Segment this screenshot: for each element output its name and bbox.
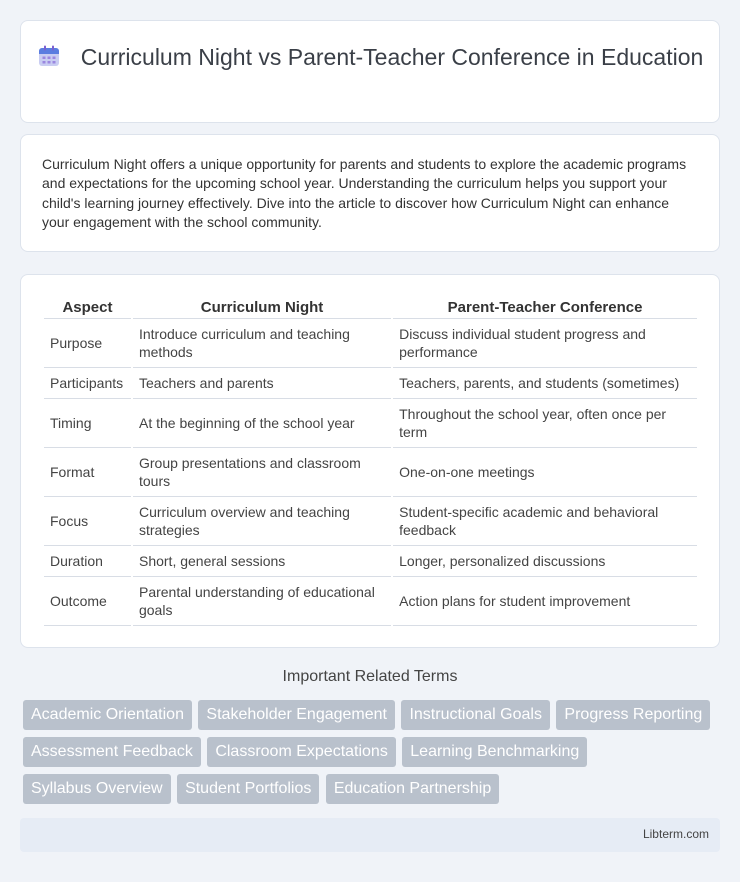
- tag-row: [23, 700, 723, 737]
- tag-education-partnership[interactable]: Education Partnership: [326, 774, 499, 804]
- tag-progress-reporting[interactable]: Progress Reporting: [556, 700, 710, 730]
- tag-instructional-goals[interactable]: Instructional Goals: [401, 700, 550, 730]
- row-curriculum-night: Curriculum overview and teaching strategies: [133, 497, 391, 546]
- row-conference: Discuss individual student progress and performance: [393, 319, 697, 368]
- row-curriculum-night: At the beginning of the school year: [133, 399, 391, 448]
- row-curriculum-night: Parental understanding of educational goals: [133, 577, 391, 626]
- row-aspect: Outcome: [44, 577, 131, 626]
- header-aspect: Aspect: [44, 297, 131, 319]
- tag-academic-orientation[interactable]: Academic Orientation: [23, 700, 192, 730]
- row-conference: Student-specific academic and behavioral feedback: [393, 497, 697, 546]
- tag-row: [23, 774, 723, 811]
- row-aspect: Format: [44, 448, 131, 497]
- header-curriculum-night: Curriculum Night: [133, 297, 391, 319]
- intro-card: [20, 134, 720, 252]
- table-header-row: [44, 297, 697, 319]
- tag-assessment-feedback[interactable]: Assessment Feedback: [23, 737, 201, 767]
- related-terms-heading: Important Related Terms: [282, 668, 458, 685]
- row-curriculum-night: Short, general sessions: [133, 546, 391, 577]
- row-conference: Teachers, parents, and students (sometimes): [393, 368, 697, 399]
- comparison-card: [20, 274, 720, 648]
- table-row: [44, 319, 697, 368]
- table-row: [44, 448, 697, 497]
- table-row: [44, 546, 697, 577]
- row-aspect: Participants: [44, 368, 131, 399]
- tag-syllabus-overview[interactable]: Syllabus Overview: [23, 774, 171, 804]
- row-aspect: Timing: [44, 399, 131, 448]
- table-row: [44, 497, 697, 546]
- row-conference: One-on-one meetings: [393, 448, 697, 497]
- row-aspect: Focus: [44, 497, 131, 546]
- footer-site-link[interactable]: Libterm.com: [642, 827, 709, 841]
- related-terms-list: [23, 700, 723, 811]
- row-aspect: Purpose: [44, 319, 131, 368]
- row-conference: Longer, personalized discussions: [393, 546, 697, 577]
- row-conference: Action plans for student improvement: [393, 577, 697, 626]
- row-curriculum-night: Introduce curriculum and teaching methods: [133, 319, 391, 368]
- table-row: [44, 368, 697, 399]
- intro-paragraph: Curriculum Night offers a unique opportunity for parents and students to explore the academic programs and expectations for the upcoming school year. Understanding the curriculum helps you support your child's learning journey effectively. Dive into the article to discover how Curriculum Night can enhance your engagement with the school community.: [42, 156, 687, 230]
- footer: [20, 818, 720, 852]
- table-row: [44, 577, 697, 626]
- tag-learning-benchmarking[interactable]: Learning Benchmarking: [402, 737, 587, 767]
- table-row: [44, 399, 697, 448]
- calendar-icon: [37, 44, 61, 68]
- row-conference: Throughout the school year, often once per term: [393, 399, 697, 448]
- tag-student-portfolios[interactable]: Student Portfolios: [177, 774, 319, 804]
- page-title-wrap: [21, 43, 719, 72]
- title-card: [20, 20, 720, 123]
- header-parent-teacher-conference: Parent-Teacher Conference: [393, 297, 697, 319]
- row-aspect: Duration: [44, 546, 131, 577]
- row-curriculum-night: Group presentations and classroom tours: [133, 448, 391, 497]
- tag-row: [23, 737, 723, 774]
- tag-classroom-expectations[interactable]: Classroom Expectations: [207, 737, 396, 767]
- comparison-table: [42, 297, 699, 626]
- page-title: Curriculum Night vs Parent-Teacher Conference in Education: [80, 44, 704, 70]
- row-curriculum-night: Teachers and parents: [133, 368, 391, 399]
- tag-stakeholder-engagement[interactable]: Stakeholder Engagement: [198, 700, 395, 730]
